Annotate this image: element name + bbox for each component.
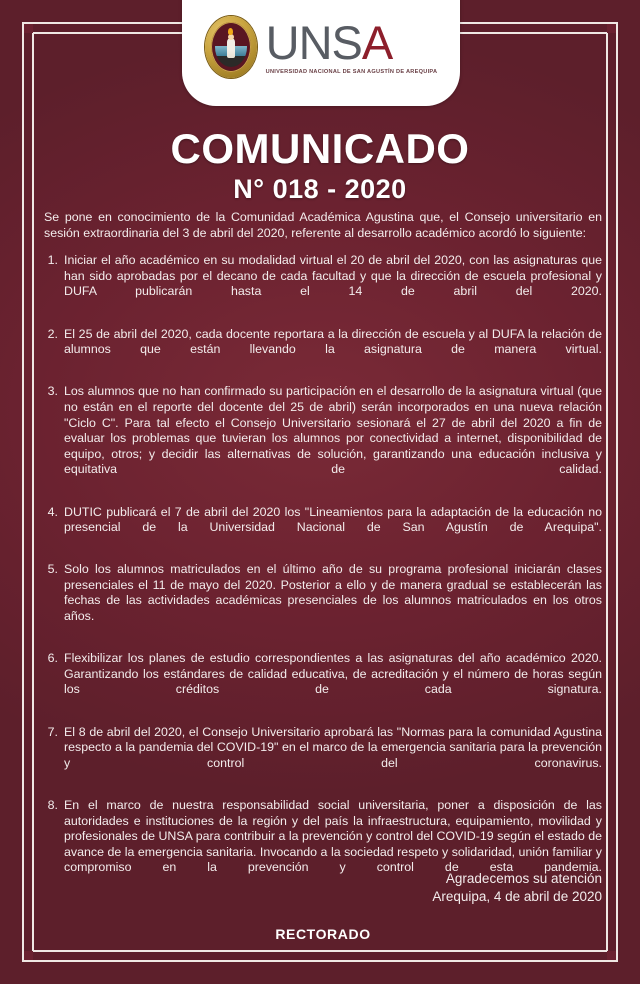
body-content	[44, 210, 602, 903]
crest-scene	[215, 27, 247, 67]
list-item-text: Flexibilizar los planes de estudio correspondientes a las asignaturas del año académico 2020. Garantizando los estándares de calidad educativa, de acreditación y el número de horas según los créditos de cada signatura.	[64, 651, 602, 697]
list-item	[44, 505, 602, 552]
list-item	[44, 384, 602, 493]
list-item	[44, 651, 602, 713]
frame-corner-notch-top-right	[596, 22, 618, 44]
list-item-text: El 8 de abril del 2020, el Consejo Universitario aprobará las "Normas para la comunidad Agustina respecto a la pandemia del COVID-19" en el marco de la emergencia sanitaria para la prevención y control del coronavirus.	[64, 724, 602, 770]
unsa-wordmark-accent: A	[361, 15, 393, 69]
unsa-wordmark	[265, 15, 438, 76]
frame-corner-notch-bottom-right	[596, 940, 618, 962]
frame-corner-step-bottom-right	[607, 951, 618, 962]
unsa-crest-emblem-icon	[205, 16, 257, 78]
list-item-text: DUTIC publicará el 7 de abril del 2020 los "Lineamientos para la adaptación de la educación no presencial de la Universidad Nacional de San Agustín de Arequipa".	[64, 504, 602, 535]
list-item-text: Solo los alumnos matriculados en el último año de su programa profesional iniciarán clases presenciales el 11 de mayo del 2020. Posterior a ello y de manera gradual se establecerán las fechas de las actividades académicas presenciales de los alumnos matriculados en los otros años.	[64, 562, 602, 624]
page-title: COMUNICADO	[170, 125, 470, 172]
footer-signature: RECTORADO	[275, 926, 371, 942]
list-item-text: Los alumnos que no han confirmado su participación en el desarrollo de la asignatura virtual (que no están en el reporte del docente del 25 de abril) serán incorporados en una nueva relación "Ciclo C". Para tal efecto el Consejo Universitario sesionará el 27 de abril del 2020 a fin de evaluar los problemas que tuvieran los alumnos por conectividad a internet, disponibilidad de equipo, otros; y decidir las alternativas de solución, garantizando una educación inclusiva y equitativa de calidad.	[64, 384, 602, 477]
footer-place-date: Arequipa, 4 de abril de 2020	[432, 889, 602, 904]
list-item-number: 6.	[47, 651, 58, 666]
page-subtitle: N° 018 - 2020	[233, 173, 407, 204]
list-item	[44, 327, 602, 374]
unsa-wordmark-text	[265, 15, 438, 69]
frame-corner-step-top-right	[607, 22, 618, 33]
list-item-number: 2.	[47, 326, 58, 341]
frame-corner-notch-top-left	[22, 22, 44, 44]
list-item-number: 3.	[47, 384, 58, 399]
unsa-wordmark-main: UNS	[265, 15, 362, 69]
crest-flame-icon	[228, 28, 233, 35]
list-item-number: 8.	[47, 798, 58, 812]
crest-figure	[227, 38, 235, 58]
list-item-number: 5.	[47, 562, 58, 577]
intro-paragraph: Se pone en conocimiento de la Comunidad Académica Agustina que, el Consejo universitario en sesión extraordinaria del 3 de abril del 2020, referente al desarrollo académico acordó lo siguiente:	[44, 210, 602, 240]
list-item-number: 4.	[47, 504, 58, 519]
list-item	[44, 725, 602, 787]
list-item-number: 7.	[47, 724, 58, 739]
list-item-number: 1.	[47, 253, 58, 268]
unsa-wordmark-subtitle: UNIVERSIDAD NACIONAL DE SAN AGUSTÍN DE AREQUIPA	[265, 68, 438, 75]
list-item-text: El 25 de abril del 2020, cada docente reportara a la dirección de escuela y al DUFA la relación de alumnos que están llevando la asignatura de manera virtual.	[64, 326, 602, 357]
frame-corner-step-top-left	[22, 22, 33, 33]
numbered-items-list	[44, 253, 602, 891]
list-item-text: Iniciar el año académico en su modalidad virtual el 20 de abril del 2020, con las asignaturas que han sido aprobadas por el decano de cada facultad y que la dirección de escuela profesional y DUFA publicarán hasta el 14 de abril del 2020.	[64, 253, 602, 299]
footer-thanks-line: Agradecemos su atención	[445, 871, 602, 886]
list-item	[44, 562, 602, 640]
list-item	[44, 253, 602, 315]
header-block	[0, 125, 640, 205]
list-item-text: En el marco de nuestra responsabilidad social universitaria, poner a disposición de las autoridades e instituciones de la región y del país la infraestructura, equipamiento, movilidad y profesionales de UNSA para contribuir a la prevención y control del COVID-19 según el estado de avance de la emergencia sanitaria. Invocando a la sociedad respeto y solidaridad, unión familiar y compromiso en la prevención y control de esta pandemia.	[64, 798, 602, 875]
footer-thanks	[44, 870, 602, 906]
frame-corner-step-bottom-left	[22, 951, 33, 962]
logo-banner	[182, 0, 460, 106]
footer-block	[44, 870, 602, 942]
frame-corner-notch-bottom-left	[22, 940, 44, 962]
